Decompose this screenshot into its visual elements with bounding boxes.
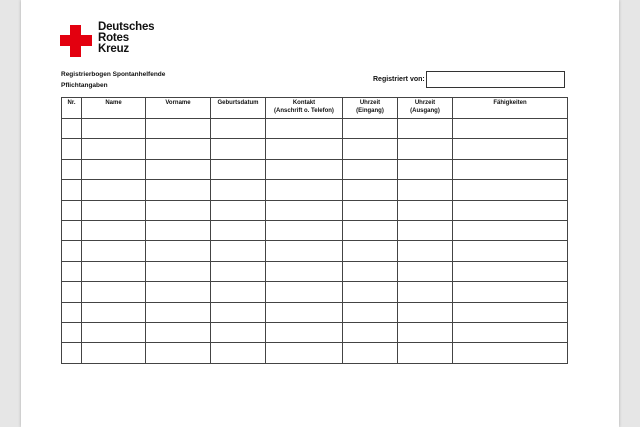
form-title	[61, 69, 165, 91]
table-cell-faehigkeiten[interactable]	[453, 241, 568, 261]
table-cell-uhrzeit_ausgang[interactable]	[398, 261, 453, 281]
table-cell-uhrzeit_eingang[interactable]	[343, 282, 398, 302]
table-cell-uhrzeit_eingang[interactable]	[343, 241, 398, 261]
table-cell-uhrzeit_eingang[interactable]	[343, 302, 398, 322]
table-cell-uhrzeit_eingang[interactable]	[343, 119, 398, 139]
table-cell-faehigkeiten[interactable]	[453, 282, 568, 302]
table-cell-name[interactable]	[82, 139, 146, 159]
table-cell-faehigkeiten[interactable]	[453, 119, 568, 139]
table-cell-name[interactable]	[82, 343, 146, 363]
column-header-uhrzeit_eingang	[343, 98, 398, 119]
logo-line: Kreuz	[98, 43, 129, 55]
table-row	[62, 322, 568, 342]
registration-table	[61, 97, 568, 364]
table-cell-vorname[interactable]	[146, 200, 211, 220]
table-cell-geburtsdatum[interactable]	[211, 322, 266, 342]
column-header-line: Fähigkeiten	[493, 100, 527, 106]
table-cell-kontakt[interactable]	[266, 343, 343, 363]
table-cell-uhrzeit_ausgang[interactable]	[398, 139, 453, 159]
table-cell-geburtsdatum[interactable]	[211, 220, 266, 240]
table-cell-uhrzeit_eingang[interactable]	[343, 343, 398, 363]
table-cell-nr[interactable]	[62, 302, 82, 322]
column-header-faehigkeiten	[453, 98, 568, 119]
registered-by-label: Registriert von:	[373, 76, 425, 83]
table-row	[62, 261, 568, 281]
table-cell-uhrzeit_eingang[interactable]	[343, 139, 398, 159]
table-cell-name[interactable]	[82, 159, 146, 179]
table-cell-kontakt[interactable]	[266, 302, 343, 322]
table-cell-uhrzeit_eingang[interactable]	[343, 220, 398, 240]
table-cell-geburtsdatum[interactable]	[211, 180, 266, 200]
table-cell-nr[interactable]	[62, 241, 82, 261]
column-header-line: (Anschrift o. Telefon)	[274, 108, 334, 114]
column-header-line: Name	[105, 100, 122, 106]
table-cell-faehigkeiten[interactable]	[453, 302, 568, 322]
column-header-vorname	[146, 98, 211, 119]
logo-line: Deutsches	[98, 21, 155, 33]
logo-line: Rotes	[98, 32, 129, 44]
table-cell-name[interactable]	[82, 261, 146, 281]
table-cell-name[interactable]	[82, 220, 146, 240]
registered-by-field[interactable]	[426, 71, 565, 88]
table-cell-name[interactable]	[82, 241, 146, 261]
column-header-uhrzeit_ausgang	[398, 98, 453, 119]
table-cell-nr[interactable]	[62, 261, 82, 281]
column-header-name	[82, 98, 146, 119]
table-row	[62, 241, 568, 261]
table-row	[62, 139, 568, 159]
table-cell-faehigkeiten[interactable]	[453, 261, 568, 281]
table-cell-name[interactable]	[82, 322, 146, 342]
table-row	[62, 159, 568, 179]
form-title-line: Registrierbogen Spontanhelfende	[61, 71, 166, 78]
table-cell-name[interactable]	[82, 119, 146, 139]
table-cell-uhrzeit_eingang[interactable]	[343, 322, 398, 342]
table-row	[62, 343, 568, 363]
table-cell-faehigkeiten[interactable]	[453, 139, 568, 159]
table-body	[62, 119, 568, 364]
table-cell-uhrzeit_ausgang[interactable]	[398, 302, 453, 322]
table-cell-geburtsdatum[interactable]	[211, 282, 266, 302]
table-cell-uhrzeit_ausgang[interactable]	[398, 241, 453, 261]
table-cell-vorname[interactable]	[146, 241, 211, 261]
table-cell-uhrzeit_ausgang[interactable]	[398, 119, 453, 139]
table-cell-uhrzeit_ausgang[interactable]	[398, 220, 453, 240]
table-row	[62, 220, 568, 240]
table-cell-uhrzeit_ausgang[interactable]	[398, 180, 453, 200]
table-cell-geburtsdatum[interactable]	[211, 241, 266, 261]
table-cell-geburtsdatum[interactable]	[211, 200, 266, 220]
table-cell-uhrzeit_eingang[interactable]	[343, 159, 398, 179]
form-subtitle-line: Pflichtangaben	[61, 82, 108, 89]
column-header-line: Vorname	[165, 100, 191, 106]
table-cell-faehigkeiten[interactable]	[453, 200, 568, 220]
table-cell-faehigkeiten[interactable]	[453, 220, 568, 240]
table-cell-name[interactable]	[82, 302, 146, 322]
table-cell-kontakt[interactable]	[266, 159, 343, 179]
table-cell-geburtsdatum[interactable]	[211, 159, 266, 179]
table-cell-geburtsdatum[interactable]	[211, 139, 266, 159]
column-header-geburtsdatum	[211, 98, 266, 119]
table-row	[62, 119, 568, 139]
table-cell-nr[interactable]	[62, 200, 82, 220]
table-cell-vorname[interactable]	[146, 322, 211, 342]
table-cell-nr[interactable]	[62, 159, 82, 179]
table-cell-vorname[interactable]	[146, 159, 211, 179]
table-cell-uhrzeit_eingang[interactable]	[343, 261, 398, 281]
table-cell-vorname[interactable]	[146, 302, 211, 322]
table-cell-geburtsdatum[interactable]	[211, 119, 266, 139]
table-cell-name[interactable]	[82, 282, 146, 302]
column-header-line: (Ausgang)	[410, 108, 440, 114]
table-cell-name[interactable]	[82, 180, 146, 200]
table-cell-kontakt[interactable]	[266, 322, 343, 342]
table-cell-geburtsdatum[interactable]	[211, 261, 266, 281]
table-cell-nr[interactable]	[62, 322, 82, 342]
table-cell-kontakt[interactable]	[266, 241, 343, 261]
table-cell-faehigkeiten[interactable]	[453, 180, 568, 200]
red-cross-bar-vertical	[70, 25, 81, 57]
column-header-kontakt	[266, 98, 343, 119]
table-cell-uhrzeit_ausgang[interactable]	[398, 159, 453, 179]
table-cell-vorname[interactable]	[146, 261, 211, 281]
form-page	[21, 0, 619, 427]
table-cell-kontakt[interactable]	[266, 180, 343, 200]
table-cell-kontakt[interactable]	[266, 119, 343, 139]
table-cell-vorname[interactable]	[146, 343, 211, 363]
logo-wordmark	[98, 22, 154, 55]
column-header-line: Uhrzeit	[414, 100, 436, 106]
red-cross-icon	[60, 25, 92, 57]
table-cell-uhrzeit_ausgang[interactable]	[398, 200, 453, 220]
table-cell-name[interactable]	[82, 200, 146, 220]
table-cell-nr[interactable]	[62, 119, 82, 139]
table-cell-vorname[interactable]	[146, 119, 211, 139]
table-cell-uhrzeit_ausgang[interactable]	[398, 282, 453, 302]
table-cell-kontakt[interactable]	[266, 282, 343, 302]
table-row	[62, 200, 568, 220]
table-cell-nr[interactable]	[62, 343, 82, 363]
table-cell-vorname[interactable]	[146, 180, 211, 200]
table-row	[62, 282, 568, 302]
table-cell-kontakt[interactable]	[266, 200, 343, 220]
table-cell-kontakt[interactable]	[266, 220, 343, 240]
table-cell-kontakt[interactable]	[266, 261, 343, 281]
table-header-row	[62, 98, 568, 119]
column-header-nr	[62, 98, 82, 119]
table-cell-vorname[interactable]	[146, 220, 211, 240]
table-cell-uhrzeit_eingang[interactable]	[343, 200, 398, 220]
table-row	[62, 302, 568, 322]
table-cell-nr[interactable]	[62, 220, 82, 240]
table-cell-geburtsdatum[interactable]	[211, 343, 266, 363]
table-cell-vorname[interactable]	[146, 139, 211, 159]
drk-logo	[60, 22, 170, 62]
column-header-line: Geburtsdatum	[217, 100, 259, 106]
table-cell-nr[interactable]	[62, 282, 82, 302]
table-cell-faehigkeiten[interactable]	[453, 343, 568, 363]
table-cell-faehigkeiten[interactable]	[453, 322, 568, 342]
column-header-line: Uhrzeit	[359, 100, 381, 106]
table-cell-nr[interactable]	[62, 139, 82, 159]
table-cell-geburtsdatum[interactable]	[211, 302, 266, 322]
column-header-line: Nr.	[67, 100, 76, 106]
table-cell-vorname[interactable]	[146, 282, 211, 302]
table-cell-uhrzeit_ausgang[interactable]	[398, 343, 453, 363]
table-cell-kontakt[interactable]	[266, 139, 343, 159]
table-row	[62, 180, 568, 200]
table-cell-nr[interactable]	[62, 180, 82, 200]
column-header-line: (Eingang)	[356, 108, 384, 114]
table-cell-uhrzeit_eingang[interactable]	[343, 180, 398, 200]
table-cell-faehigkeiten[interactable]	[453, 159, 568, 179]
table-cell-uhrzeit_ausgang[interactable]	[398, 322, 453, 342]
column-header-line: Kontakt	[292, 100, 316, 106]
